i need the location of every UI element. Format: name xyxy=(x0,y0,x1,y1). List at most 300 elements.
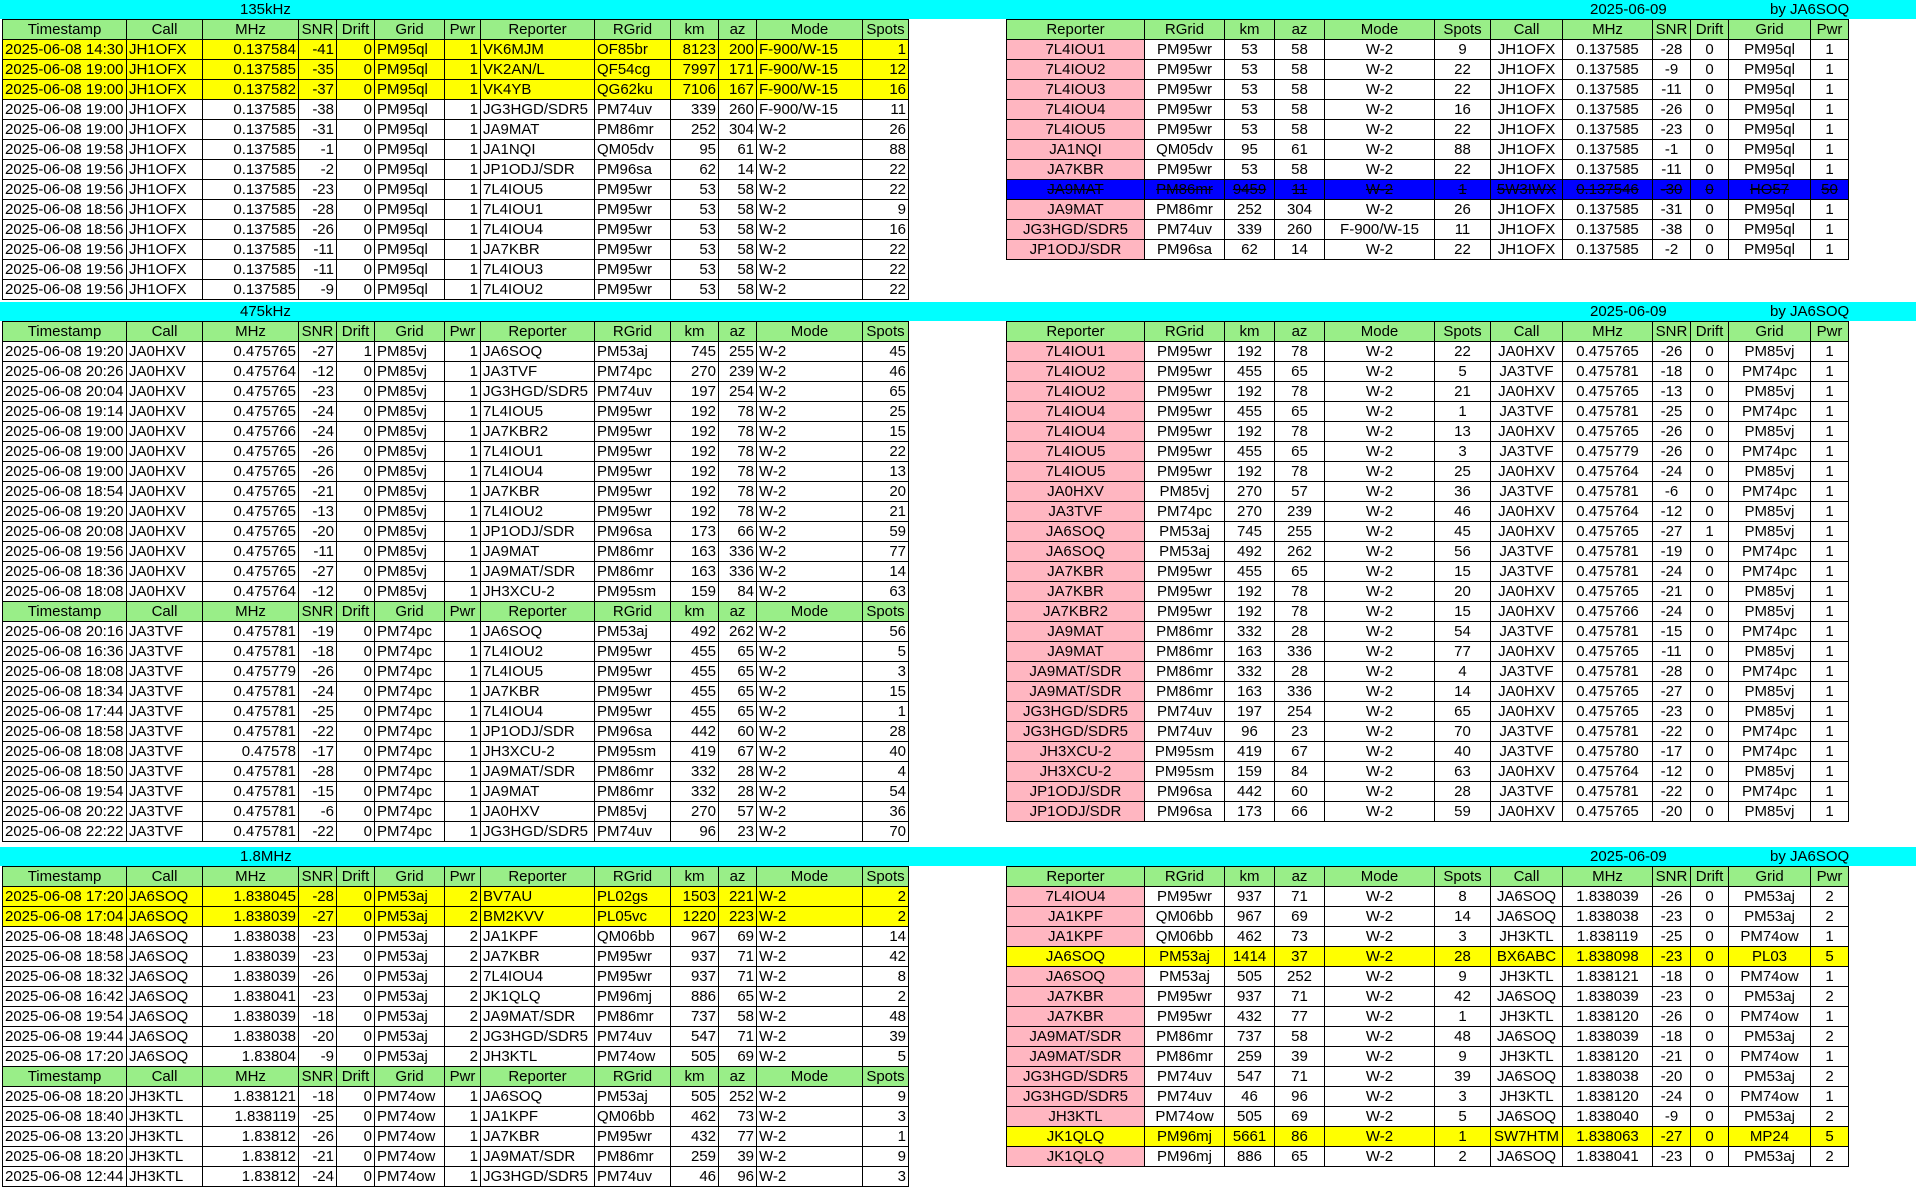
cell-grid: PM95ql xyxy=(1729,160,1811,180)
cell-pwr: 1 xyxy=(445,722,481,742)
cell-reporter: JA0HXV xyxy=(481,802,595,822)
cell-call: JH1OFX xyxy=(1491,200,1563,220)
cell-call: JH1OFX xyxy=(1491,120,1563,140)
cell-spots: 9 xyxy=(863,200,909,220)
cell-call: JH3KTL xyxy=(1491,1007,1563,1027)
column-header: MHz xyxy=(203,1067,299,1087)
column-header: RGrid xyxy=(595,322,671,342)
column-header: MHz xyxy=(203,867,299,887)
cell-rgrid: PM86mr xyxy=(1145,1047,1225,1067)
cell-mode: W-2 xyxy=(757,722,863,742)
cell-timestamp: 2025-06-08 17:20 xyxy=(3,1047,127,1067)
column-header: Mode xyxy=(757,322,863,342)
table-row xyxy=(3,967,909,987)
cell-rgrid: PM85vj xyxy=(1145,482,1225,502)
cell-rgrid: PM86mr xyxy=(1145,662,1225,682)
table-row xyxy=(1007,742,1849,762)
cell-snr: -15 xyxy=(299,782,337,802)
cell-drift: 0 xyxy=(1691,622,1729,642)
cell-call: JA6SOQ xyxy=(1491,1107,1563,1127)
column-header: az xyxy=(719,20,757,40)
cell-drift: 0 xyxy=(1691,782,1729,802)
table-row xyxy=(3,1147,909,1167)
cell-mhz: 1.838121 xyxy=(1563,967,1653,987)
cell-grid: PM74ow xyxy=(1729,967,1811,987)
cell-spots: 65 xyxy=(1435,702,1491,722)
column-header: Pwr xyxy=(445,322,481,342)
cell-km: 192 xyxy=(1225,582,1275,602)
table-row xyxy=(3,382,909,402)
cell-timestamp: 2025-06-08 17:20 xyxy=(3,887,127,907)
cell-rgrid: QM05dv xyxy=(595,140,671,160)
cell-drift: 0 xyxy=(1691,120,1729,140)
table-row xyxy=(3,822,909,842)
cell-drift: 0 xyxy=(337,562,375,582)
cell-call: JA3TVF xyxy=(1491,482,1563,502)
column-header: km xyxy=(1225,867,1275,887)
cell-az: 71 xyxy=(719,967,757,987)
cell-grid: PM95ql xyxy=(1729,200,1811,220)
table-row xyxy=(1007,927,1849,947)
cell-spots: 2 xyxy=(1435,1147,1491,1167)
cell-spots: 5 xyxy=(863,642,909,662)
cell-spots: 2 xyxy=(863,987,909,1007)
cell-call: JA0HXV xyxy=(1491,522,1563,542)
cell-pwr: 5 xyxy=(1811,947,1849,967)
cell-rgrid: PM74uv xyxy=(1145,1087,1225,1107)
cell-pwr: 1 xyxy=(1811,927,1849,947)
cell-az: 304 xyxy=(1275,200,1325,220)
cell-mode: W-2 xyxy=(757,642,863,662)
cell-drift: 0 xyxy=(1691,180,1729,200)
cell-drift: 0 xyxy=(337,80,375,100)
cell-reporter: JA7KBR2 xyxy=(1007,602,1145,622)
cell-mhz: 0.475781 xyxy=(1563,362,1653,382)
cell-drift: 0 xyxy=(1691,40,1729,60)
table-row xyxy=(1007,582,1849,602)
cell-call: JA6SOQ xyxy=(127,967,203,987)
cell-snr: -27 xyxy=(1653,1127,1691,1147)
cell-drift: 0 xyxy=(337,542,375,562)
cell-mhz: 0.47578 xyxy=(203,742,299,762)
cell-mode: F-900/W-15 xyxy=(757,60,863,80)
cell-timestamp: 2025-06-08 19:56 xyxy=(3,280,127,300)
cell-grid: PM95ql xyxy=(1729,220,1811,240)
cell-az: 69 xyxy=(1275,1107,1325,1127)
cell-drift: 0 xyxy=(1691,200,1729,220)
cell-mhz: 0.475781 xyxy=(1563,562,1653,582)
cell-km: 192 xyxy=(1225,602,1275,622)
column-header: MHz xyxy=(203,602,299,622)
cell-spots: 3 xyxy=(863,1167,909,1187)
cell-pwr: 1 xyxy=(445,482,481,502)
cell-rgrid: PM95wr xyxy=(1145,602,1225,622)
cell-snr: -27 xyxy=(1653,522,1691,542)
cell-grid: PM95ql xyxy=(1729,100,1811,120)
table-row xyxy=(1007,220,1849,240)
cell-reporter: BV7AU xyxy=(481,887,595,907)
cell-timestamp: 2025-06-08 18:08 xyxy=(3,582,127,602)
cell-rgrid: PM86mr xyxy=(595,120,671,140)
column-header: Grid xyxy=(1729,322,1811,342)
cell-reporter: 7L4IOU2 xyxy=(481,502,595,522)
cell-snr: -35 xyxy=(299,60,337,80)
cell-grid: PM53aj xyxy=(375,987,445,1007)
cell-drift: 0 xyxy=(337,1007,375,1027)
column-header: Pwr xyxy=(1811,867,1849,887)
column-header: Grid xyxy=(1729,20,1811,40)
cell-drift: 0 xyxy=(1691,542,1729,562)
cell-mode: W-2 xyxy=(1325,542,1435,562)
cell-call: JA3TVF xyxy=(1491,782,1563,802)
column-header: SNR xyxy=(299,602,337,622)
cell-az: 262 xyxy=(719,622,757,642)
cell-pwr: 2 xyxy=(1811,1147,1849,1167)
cell-grid: PM85vj xyxy=(375,582,445,602)
cell-call: JA3TVF xyxy=(127,682,203,702)
cell-km: 46 xyxy=(671,1167,719,1187)
table-row xyxy=(1007,342,1849,362)
column-header: SNR xyxy=(299,20,337,40)
cell-reporter: 7L4IOU5 xyxy=(1007,442,1145,462)
cell-timestamp: 2025-06-08 18:36 xyxy=(3,562,127,582)
cell-spots: 22 xyxy=(1435,160,1491,180)
cell-rgrid: PM96sa xyxy=(1145,782,1225,802)
cell-snr: -26 xyxy=(1653,887,1691,907)
cell-rgrid: QM06bb xyxy=(595,1107,671,1127)
cell-timestamp: 2025-06-08 19:00 xyxy=(3,80,127,100)
cell-drift: 0 xyxy=(337,1087,375,1107)
cell-pwr: 1 xyxy=(1811,502,1849,522)
cell-az: 58 xyxy=(719,180,757,200)
cell-grid: PM74pc xyxy=(1729,742,1811,762)
cell-reporter: JA7KBR2 xyxy=(481,422,595,442)
cell-pwr: 1 xyxy=(445,1107,481,1127)
cell-reporter: 7L4IOU4 xyxy=(1007,402,1145,422)
cell-drift: 0 xyxy=(337,1127,375,1147)
cell-pwr: 1 xyxy=(445,1127,481,1147)
header-row xyxy=(3,322,909,342)
table-row xyxy=(3,1167,909,1187)
cell-call: JA6SOQ xyxy=(127,1007,203,1027)
cell-mhz: 0.137585 xyxy=(203,60,299,80)
cell-timestamp: 2025-06-08 20:16 xyxy=(3,622,127,642)
cell-snr: -23 xyxy=(299,180,337,200)
cell-drift: 0 xyxy=(337,1167,375,1187)
cell-drift: 0 xyxy=(1691,1087,1729,1107)
cell-mhz: 0.137585 xyxy=(203,240,299,260)
cell-call: JH3KTL xyxy=(1491,927,1563,947)
cell-spots: 11 xyxy=(1435,220,1491,240)
cell-snr: -26 xyxy=(1653,442,1691,462)
cell-snr: -11 xyxy=(299,240,337,260)
cell-spots: 88 xyxy=(863,140,909,160)
cell-timestamp: 2025-06-08 17:04 xyxy=(3,907,127,927)
cell-reporter: JA9MAT xyxy=(481,782,595,802)
cell-spots: 21 xyxy=(1435,382,1491,402)
cell-km: 339 xyxy=(671,100,719,120)
cell-mode: W-2 xyxy=(1325,80,1435,100)
cell-mhz: 1.838041 xyxy=(1563,1147,1653,1167)
cell-grid: PM85vj xyxy=(1729,802,1811,822)
table-row xyxy=(1007,602,1849,622)
cell-snr: -23 xyxy=(1653,1147,1691,1167)
table-row xyxy=(1007,502,1849,522)
cell-drift: 0 xyxy=(337,1047,375,1067)
cell-spots: 9 xyxy=(1435,1047,1491,1067)
cell-spots: 4 xyxy=(863,762,909,782)
cell-call: JH1OFX xyxy=(1491,160,1563,180)
cell-spots: 9 xyxy=(863,1087,909,1107)
cell-pwr: 1 xyxy=(1811,1087,1849,1107)
column-header: Mode xyxy=(1325,867,1435,887)
cell-mhz: 1.838119 xyxy=(1563,927,1653,947)
cell-rgrid: PM95wr xyxy=(595,1127,671,1147)
cell-call: JA3TVF xyxy=(127,782,203,802)
cell-mode: W-2 xyxy=(757,742,863,762)
cell-drift: 0 xyxy=(337,402,375,422)
cell-az: 260 xyxy=(1275,220,1325,240)
cell-km: 937 xyxy=(671,947,719,967)
cell-az: 66 xyxy=(1275,802,1325,822)
table-row xyxy=(1007,442,1849,462)
cell-az: 84 xyxy=(719,582,757,602)
cell-call: JH1OFX xyxy=(1491,140,1563,160)
cell-az: 304 xyxy=(719,120,757,140)
cell-snr: -26 xyxy=(1653,422,1691,442)
cell-mode: W-2 xyxy=(1325,240,1435,260)
cell-az: 23 xyxy=(719,822,757,842)
cell-km: 159 xyxy=(671,582,719,602)
cell-snr: -28 xyxy=(299,200,337,220)
cell-grid: PM95ql xyxy=(375,40,445,60)
cell-call: JA0HXV xyxy=(127,382,203,402)
cell-az: 11 xyxy=(1275,180,1325,200)
cell-reporter: JK1QLQ xyxy=(481,987,595,1007)
cell-spots: 1 xyxy=(863,1127,909,1147)
cell-grid: PM53aj xyxy=(1729,1067,1811,1087)
cell-drift: 0 xyxy=(337,160,375,180)
cell-spots: 48 xyxy=(863,1007,909,1027)
cell-grid: PM74pc xyxy=(1729,362,1811,382)
cell-spots: 77 xyxy=(1435,642,1491,662)
cell-timestamp: 2025-06-08 17:44 xyxy=(3,702,127,722)
cell-pwr: 2 xyxy=(445,1007,481,1027)
cell-spots: 8 xyxy=(1435,887,1491,907)
cell-grid: PL03 xyxy=(1729,947,1811,967)
cell-spots: 54 xyxy=(863,782,909,802)
cell-rgrid: QM05dv xyxy=(1145,140,1225,160)
cell-call: JA3TVF xyxy=(1491,402,1563,422)
cell-call: JA3TVF xyxy=(127,722,203,742)
cell-grid: PM74pc xyxy=(1729,542,1811,562)
cell-spots: 16 xyxy=(863,80,909,100)
cell-grid: PM53aj xyxy=(1729,987,1811,1007)
band-title-bar xyxy=(0,847,1916,866)
cell-grid: PM53aj xyxy=(375,1007,445,1027)
table-row xyxy=(3,1007,909,1027)
cell-grid: PM95ql xyxy=(1729,60,1811,80)
cell-az: 255 xyxy=(1275,522,1325,542)
cell-pwr: 1 xyxy=(445,742,481,762)
table-row xyxy=(1007,522,1849,542)
cell-call: SW7HTM xyxy=(1491,1127,1563,1147)
column-header: RGrid xyxy=(1145,20,1225,40)
cell-reporter: 7L4IOU2 xyxy=(481,642,595,662)
cell-rgrid: PM96sa xyxy=(1145,802,1225,822)
cell-km: 455 xyxy=(1225,362,1275,382)
cell-spots: 22 xyxy=(863,160,909,180)
cell-spots: 5 xyxy=(1435,362,1491,382)
cell-drift: 0 xyxy=(337,622,375,642)
cell-spots: 56 xyxy=(1435,542,1491,562)
cell-az: 78 xyxy=(1275,602,1325,622)
cell-pwr: 1 xyxy=(445,280,481,300)
cell-grid: PM74ow xyxy=(375,1167,445,1187)
column-header: Mode xyxy=(757,602,863,622)
cell-rgrid: PM74uv xyxy=(595,100,671,120)
cell-reporter: JA7KBR xyxy=(481,682,595,702)
cell-mode: W-2 xyxy=(1325,60,1435,80)
cell-call: JH1OFX xyxy=(127,260,203,280)
cell-snr: -20 xyxy=(299,522,337,542)
column-header: Spots xyxy=(863,602,909,622)
cell-km: 96 xyxy=(1225,722,1275,742)
cell-mhz: 0.475781 xyxy=(1563,782,1653,802)
cell-pwr: 1 xyxy=(445,120,481,140)
column-header: MHz xyxy=(1563,867,1653,887)
cell-rgrid: PM95wr xyxy=(595,642,671,662)
cell-pwr: 1 xyxy=(445,622,481,642)
cell-az: 67 xyxy=(1275,742,1325,762)
cell-drift: 0 xyxy=(1691,1047,1729,1067)
cell-km: 455 xyxy=(671,702,719,722)
cell-grid: PM95ql xyxy=(375,80,445,100)
cell-drift: 0 xyxy=(1691,562,1729,582)
column-header: Grid xyxy=(375,20,445,40)
cell-az: 65 xyxy=(1275,362,1325,382)
cell-pwr: 1 xyxy=(1811,562,1849,582)
cell-call: JA3TVF xyxy=(127,662,203,682)
cell-rgrid: PM53aj xyxy=(1145,542,1225,562)
cell-pwr: 5 xyxy=(1811,1127,1849,1147)
column-header: Timestamp xyxy=(3,1067,127,1087)
cell-drift: 0 xyxy=(337,422,375,442)
cell-az: 336 xyxy=(719,542,757,562)
cell-snr: -26 xyxy=(299,662,337,682)
cell-km: 95 xyxy=(671,140,719,160)
cell-mode: F-900/W-15 xyxy=(757,100,863,120)
cell-snr: -38 xyxy=(1653,220,1691,240)
cell-snr: -18 xyxy=(1653,967,1691,987)
cell-grid: PM74pc xyxy=(375,722,445,742)
column-header: Spots xyxy=(863,1067,909,1087)
cell-mhz: 0.475781 xyxy=(203,782,299,802)
table-row xyxy=(3,782,909,802)
cell-spots: 28 xyxy=(863,722,909,742)
cell-pwr: 1 xyxy=(1811,140,1849,160)
cell-az: 58 xyxy=(719,200,757,220)
cell-mode: F-900/W-15 xyxy=(1325,220,1435,240)
cell-mhz: 1.838119 xyxy=(203,1107,299,1127)
cell-km: 547 xyxy=(1225,1067,1275,1087)
cell-mode: W-2 xyxy=(757,382,863,402)
cell-pwr: 1 xyxy=(1811,582,1849,602)
cell-mhz: 0.137582 xyxy=(203,80,299,100)
cell-call: JA6SOQ xyxy=(1491,1067,1563,1087)
cell-drift: 0 xyxy=(1691,742,1729,762)
cell-mhz: 0.475781 xyxy=(203,762,299,782)
cell-reporter: JK1QLQ xyxy=(1007,1127,1145,1147)
cell-pwr: 1 xyxy=(445,100,481,120)
column-header: az xyxy=(719,602,757,622)
cell-call: JA6SOQ xyxy=(1491,1027,1563,1047)
cell-mode: W-2 xyxy=(1325,522,1435,542)
cell-grid: PM85vj xyxy=(1729,522,1811,542)
cell-drift: 0 xyxy=(1691,502,1729,522)
cell-km: 455 xyxy=(1225,562,1275,582)
cell-az: 60 xyxy=(1275,782,1325,802)
cell-grid: PM74ow xyxy=(375,1127,445,1147)
cell-km: 192 xyxy=(1225,462,1275,482)
cell-rgrid: QM06bb xyxy=(1145,927,1225,947)
cell-km: 1220 xyxy=(671,907,719,927)
cell-call: JA0HXV xyxy=(1491,582,1563,602)
cell-rgrid: PM74pc xyxy=(595,362,671,382)
table-row xyxy=(3,987,909,1007)
cell-grid: PM95ql xyxy=(375,220,445,240)
cell-mhz: 0.475781 xyxy=(203,622,299,642)
cell-reporter: 7L4IOU2 xyxy=(1007,382,1145,402)
cell-pwr: 1 xyxy=(445,80,481,100)
cell-km: 937 xyxy=(671,967,719,987)
cell-mode: W-2 xyxy=(757,140,863,160)
cell-drift: 0 xyxy=(1691,887,1729,907)
cell-km: 53 xyxy=(671,260,719,280)
cell-drift: 0 xyxy=(1691,342,1729,362)
cell-km: 53 xyxy=(1225,60,1275,80)
cell-pwr: 1 xyxy=(445,562,481,582)
cell-reporter: JH3KTL xyxy=(1007,1107,1145,1127)
column-header: Pwr xyxy=(445,602,481,622)
cell-mhz: 0.475764 xyxy=(203,362,299,382)
cell-km: 455 xyxy=(671,662,719,682)
cell-mhz: 0.475765 xyxy=(203,522,299,542)
cell-spots: 25 xyxy=(863,402,909,422)
cell-call: JA3TVF xyxy=(1491,542,1563,562)
cell-az: 60 xyxy=(719,722,757,742)
cell-km: 46 xyxy=(1225,1087,1275,1107)
cell-drift: 0 xyxy=(337,100,375,120)
cell-rgrid: PM95wr xyxy=(1145,120,1225,140)
column-header: Reporter xyxy=(1007,322,1145,342)
cell-call: JA6SOQ xyxy=(127,1047,203,1067)
cell-spots: 70 xyxy=(1435,722,1491,742)
cell-spots: 56 xyxy=(863,622,909,642)
cell-km: 547 xyxy=(671,1027,719,1047)
column-header: Grid xyxy=(375,322,445,342)
cell-timestamp: 2025-06-08 18:20 xyxy=(3,1087,127,1107)
cell-timestamp: 2025-06-08 19:56 xyxy=(3,160,127,180)
cell-drift: 0 xyxy=(1691,702,1729,722)
cell-rgrid: PM95wr xyxy=(595,280,671,300)
cell-snr: -9 xyxy=(1653,1107,1691,1127)
cell-spots: 15 xyxy=(1435,602,1491,622)
cell-drift: 0 xyxy=(337,240,375,260)
cell-az: 67 xyxy=(719,742,757,762)
cell-mode: W-2 xyxy=(757,682,863,702)
cell-mhz: 1.838120 xyxy=(1563,1087,1653,1107)
